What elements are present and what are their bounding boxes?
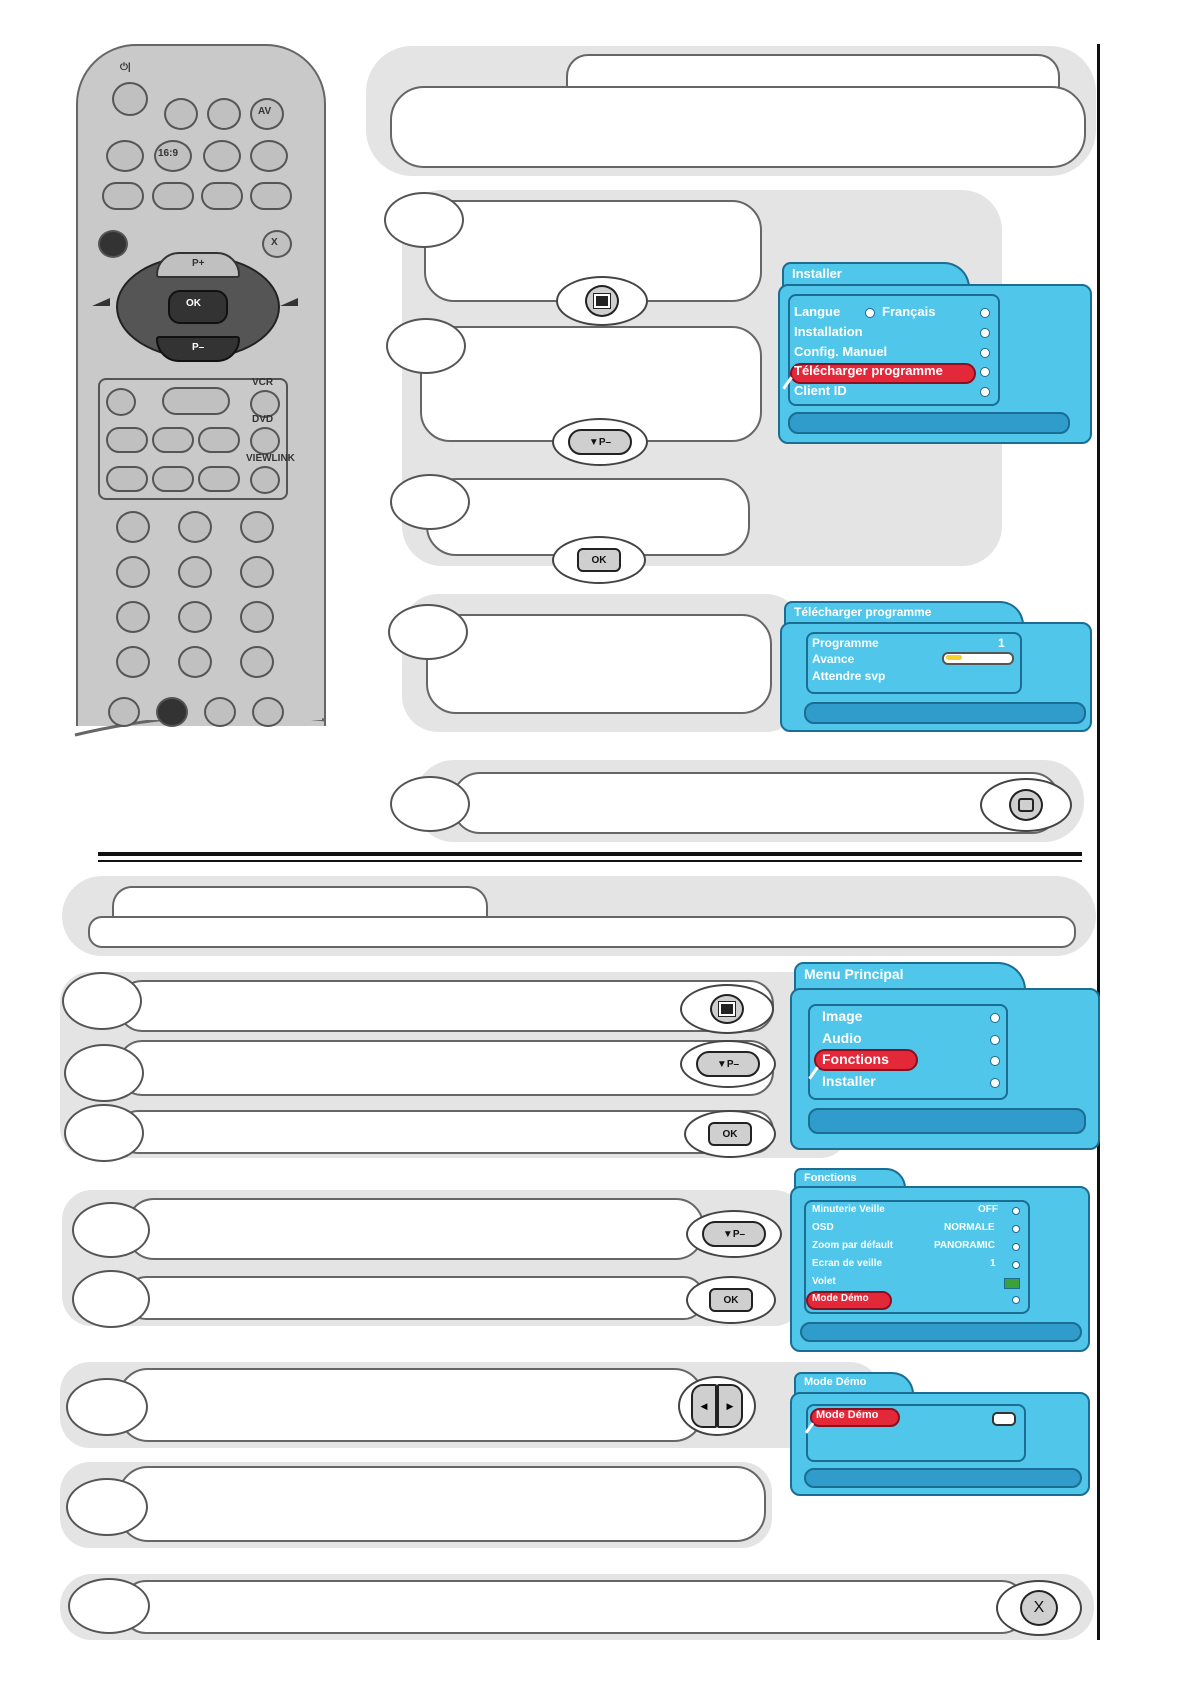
- swap-button[interactable]: [116, 646, 150, 678]
- fonctions-menu-tab: [794, 1168, 906, 1188]
- wait-label: Attendre svp: [812, 669, 886, 683]
- demo-status-bar: [804, 1468, 1082, 1488]
- exit-label: X: [271, 237, 278, 248]
- ok-key-oval-1[interactable]: [552, 536, 646, 584]
- teletext-button[interactable]: [203, 140, 241, 172]
- demo-menu-item[interactable]: Mode Démo: [816, 1409, 879, 1421]
- step-circle-2: [386, 318, 466, 374]
- pause-button[interactable]: [152, 466, 194, 492]
- step-circle-f: [66, 1378, 148, 1436]
- digit-3-button[interactable]: [240, 511, 274, 543]
- right-key[interactable]: ▶: [717, 1384, 743, 1428]
- step-circle-3: [390, 474, 470, 530]
- volet-checkbox-icon: [1004, 1278, 1020, 1289]
- step-box-a: [118, 980, 774, 1032]
- blue-button[interactable]: [250, 182, 292, 210]
- power-label: ⏻|: [120, 62, 131, 73]
- main-arrow-icon-3: [990, 1056, 1000, 1066]
- menu-icon-2: [719, 1002, 735, 1016]
- step-circle-e: [72, 1270, 150, 1328]
- step-circle-1: [384, 192, 464, 248]
- main-menu-item-fonctions[interactable]: Fonctions: [822, 1051, 889, 1067]
- step-circle-g: [66, 1478, 148, 1536]
- avance-label: Avance: [812, 652, 855, 666]
- left-right-key-oval[interactable]: [678, 1376, 756, 1436]
- dvd-label: DVD: [252, 414, 274, 425]
- right-edge-rule: [1097, 44, 1100, 1640]
- programme-label: Programme: [812, 636, 879, 650]
- viewlink-label: VIEWLINK: [246, 453, 295, 464]
- digit-5-button[interactable]: [178, 556, 212, 588]
- fonction-arrow-icon-6: [1012, 1296, 1020, 1304]
- step-circle-a: [62, 972, 142, 1030]
- step-box-h: [122, 1580, 1026, 1634]
- main-menu-item-image[interactable]: Image: [822, 1008, 863, 1024]
- ok-key-3[interactable]: [709, 1288, 753, 1312]
- fonction-arrow-icon-4: [1012, 1261, 1020, 1269]
- installer-status-bar: [788, 412, 1070, 434]
- installer-arrow-icon-4: [980, 367, 990, 377]
- digit-2-button[interactable]: [178, 511, 212, 543]
- header-box-1: [390, 86, 1086, 168]
- source-button[interactable]: [106, 140, 144, 172]
- info-button[interactable]: [108, 697, 140, 727]
- p-minus-key-oval-2[interactable]: [680, 1040, 776, 1088]
- tv-icon: [1018, 798, 1034, 812]
- digit-1-button[interactable]: [116, 511, 150, 543]
- fonction-row-ecran-label[interactable]: Ecran de veille: [812, 1258, 883, 1269]
- fonction-arrow-icon-2: [1012, 1225, 1020, 1233]
- p-minus-key-2[interactable]: [696, 1051, 760, 1077]
- step-box-f: [118, 1368, 704, 1442]
- power-button[interactable]: [112, 82, 148, 116]
- step-box-5: [452, 772, 1060, 834]
- digit-4-button[interactable]: [116, 556, 150, 588]
- fonction-row-zoom-label[interactable]: Zoom par défault: [812, 1240, 894, 1251]
- x-key[interactable]: [1020, 1590, 1058, 1626]
- fonction-row-minuterie-value: OFF: [978, 1204, 998, 1215]
- header-box-2: [88, 916, 1076, 948]
- menu-item-langue[interactable]: Langue: [794, 304, 841, 319]
- main-menu-title: Menu Principal: [804, 966, 904, 982]
- picture-button[interactable]: [164, 98, 198, 130]
- fonction-row-osd-label[interactable]: OSD: [812, 1222, 834, 1233]
- tv-key[interactable]: [1009, 789, 1043, 821]
- guide-button[interactable]: [240, 646, 274, 678]
- menu-item-installation[interactable]: Installation: [794, 324, 863, 339]
- step-box-d: [126, 1198, 704, 1260]
- stop-button[interactable]: [152, 427, 194, 453]
- main-status-bar: [808, 1108, 1086, 1134]
- fonction-arrow-icon-1: [1012, 1207, 1020, 1215]
- down-arrow-icon-2: ▼: [716, 1058, 727, 1070]
- menu-icon: [594, 294, 610, 308]
- installer-arrow-icon-5: [980, 387, 990, 397]
- down-arrow-icon-3: ▼: [722, 1228, 733, 1240]
- fonction-row-zoom-value: PANORAMIC: [934, 1240, 995, 1251]
- step-circle-5: [390, 776, 470, 832]
- digit-8-button[interactable]: [178, 601, 212, 633]
- step-circle-4: [388, 604, 468, 660]
- main-arrow-icon-2: [990, 1035, 1000, 1045]
- main-menu-item-installer[interactable]: Installer: [822, 1073, 876, 1089]
- p-minus-key-3[interactable]: [702, 1221, 766, 1247]
- record-button[interactable]: [106, 388, 136, 416]
- ok-remote-label: OK: [186, 298, 201, 309]
- installer-arrow-icon-1: [980, 308, 990, 318]
- red-button[interactable]: [102, 182, 144, 210]
- menu-item-config-manuel[interactable]: Config. Manuel: [794, 344, 888, 359]
- step-box-c: [118, 1110, 774, 1154]
- p-minus-key-label-1: P–: [598, 436, 612, 448]
- fonctions-status-bar: [800, 1322, 1082, 1342]
- installer-arrow-icon-3: [980, 348, 990, 358]
- main-menu-item-audio[interactable]: Audio: [822, 1030, 862, 1046]
- ok-key-label-2: OK: [722, 1128, 738, 1140]
- progress-fill: [946, 655, 962, 660]
- p-minus-key-1[interactable]: [568, 429, 632, 455]
- av-label: AV: [258, 106, 272, 117]
- p-minus-key-oval-1[interactable]: [552, 418, 648, 466]
- green-button[interactable]: [152, 182, 194, 210]
- sound-button[interactable]: [207, 98, 241, 130]
- section-divider: [98, 852, 1082, 856]
- demo-menu-title: Mode Démo: [804, 1376, 867, 1388]
- fonction-row-demo-label[interactable]: Mode Démo: [812, 1293, 869, 1304]
- down-arrow-icon: ▼: [588, 436, 599, 448]
- menu-item-telecharger-programme[interactable]: Télécharger programme: [794, 363, 943, 378]
- ffwd-button[interactable]: [198, 427, 240, 453]
- x-key-oval[interactable]: [996, 1580, 1082, 1636]
- play-button[interactable]: [162, 387, 230, 415]
- ok-key-1[interactable]: [577, 548, 621, 572]
- menu-button[interactable]: [98, 230, 128, 258]
- step-box-e: [126, 1276, 704, 1320]
- menu-item-client-id[interactable]: Client ID: [794, 383, 847, 398]
- progress-bar: [942, 652, 1014, 665]
- langue-value: Français: [882, 304, 936, 319]
- p-minus-key-label-2: P–: [726, 1058, 740, 1070]
- digit-7-button[interactable]: [116, 601, 150, 633]
- step-circle-d: [72, 1202, 150, 1258]
- vcr-label: VCR: [252, 377, 274, 388]
- main-arrow-icon-4: [990, 1078, 1000, 1088]
- ok-key-oval-3[interactable]: [686, 1276, 776, 1324]
- installer-arrow-icon-2: [980, 328, 990, 338]
- ok-key-label-3: OK: [723, 1294, 739, 1306]
- step-box-4: [426, 614, 772, 714]
- main-arrow-icon-1: [990, 1013, 1000, 1023]
- p-plus-label: P+: [192, 258, 205, 269]
- fonction-row-volet-label[interactable]: Volet: [812, 1276, 836, 1287]
- fonction-arrow-icon-3: [1012, 1243, 1020, 1251]
- viewlink-button[interactable]: [250, 466, 280, 494]
- digit-6-button[interactable]: [240, 556, 274, 588]
- tv-button[interactable]: [156, 697, 188, 727]
- step-circle-h: [68, 1578, 150, 1634]
- demo-checkbox-icon[interactable]: [992, 1412, 1016, 1426]
- ok-key-oval-2[interactable]: [684, 1110, 776, 1158]
- step-box-g: [118, 1466, 766, 1542]
- yellow-button[interactable]: [201, 182, 243, 210]
- section-divider-thin: [98, 860, 1082, 862]
- dvd-button[interactable]: [250, 427, 280, 455]
- text-button[interactable]: [204, 697, 236, 727]
- fonction-row-minuterie-label[interactable]: Minuterie Veille: [812, 1204, 885, 1215]
- download-menu-title: Télécharger programme: [794, 605, 932, 619]
- prev-button[interactable]: [106, 466, 148, 492]
- p-minus-key-label-3: P–: [732, 1228, 746, 1240]
- step-box-b: [118, 1040, 774, 1096]
- digit-0-button[interactable]: [178, 646, 212, 678]
- aspect-label: 16:9: [158, 148, 179, 159]
- langue-left-arrow-icon: [865, 308, 875, 318]
- menu-key-1[interactable]: [585, 285, 619, 317]
- hold-button[interactable]: [252, 697, 284, 727]
- installer-menu-title: Installer: [792, 266, 842, 281]
- fonction-row-osd-value: NORMALE: [944, 1222, 995, 1233]
- menu-key-oval-2[interactable]: [680, 984, 774, 1034]
- tv-key-oval[interactable]: [980, 778, 1072, 832]
- fonctions-menu-title: Fonctions: [804, 1172, 857, 1184]
- next-button[interactable]: [198, 466, 240, 492]
- x-key-label: X: [1033, 1599, 1045, 1616]
- demo-menu-tab: [794, 1372, 914, 1394]
- p-minus-key-oval-3[interactable]: [686, 1210, 782, 1258]
- fonction-row-ecran-value: 1: [990, 1258, 996, 1269]
- ok-key-2[interactable]: [708, 1122, 752, 1146]
- rewind-button[interactable]: [106, 427, 148, 453]
- mute-button[interactable]: [250, 140, 288, 172]
- digit-9-button[interactable]: [240, 601, 274, 633]
- download-status-bar: [804, 702, 1086, 724]
- main-menu-tab: [794, 962, 1026, 990]
- menu-key-oval-1[interactable]: [556, 276, 648, 326]
- step-circle-c: [64, 1104, 144, 1162]
- step-circle-b: [64, 1044, 144, 1102]
- menu-key-2[interactable]: [710, 994, 744, 1024]
- ok-key-label-1: OK: [591, 554, 607, 566]
- p-minus-label: P–: [192, 342, 205, 353]
- left-key[interactable]: ◀: [691, 1384, 717, 1428]
- programme-value: 1: [998, 636, 1005, 650]
